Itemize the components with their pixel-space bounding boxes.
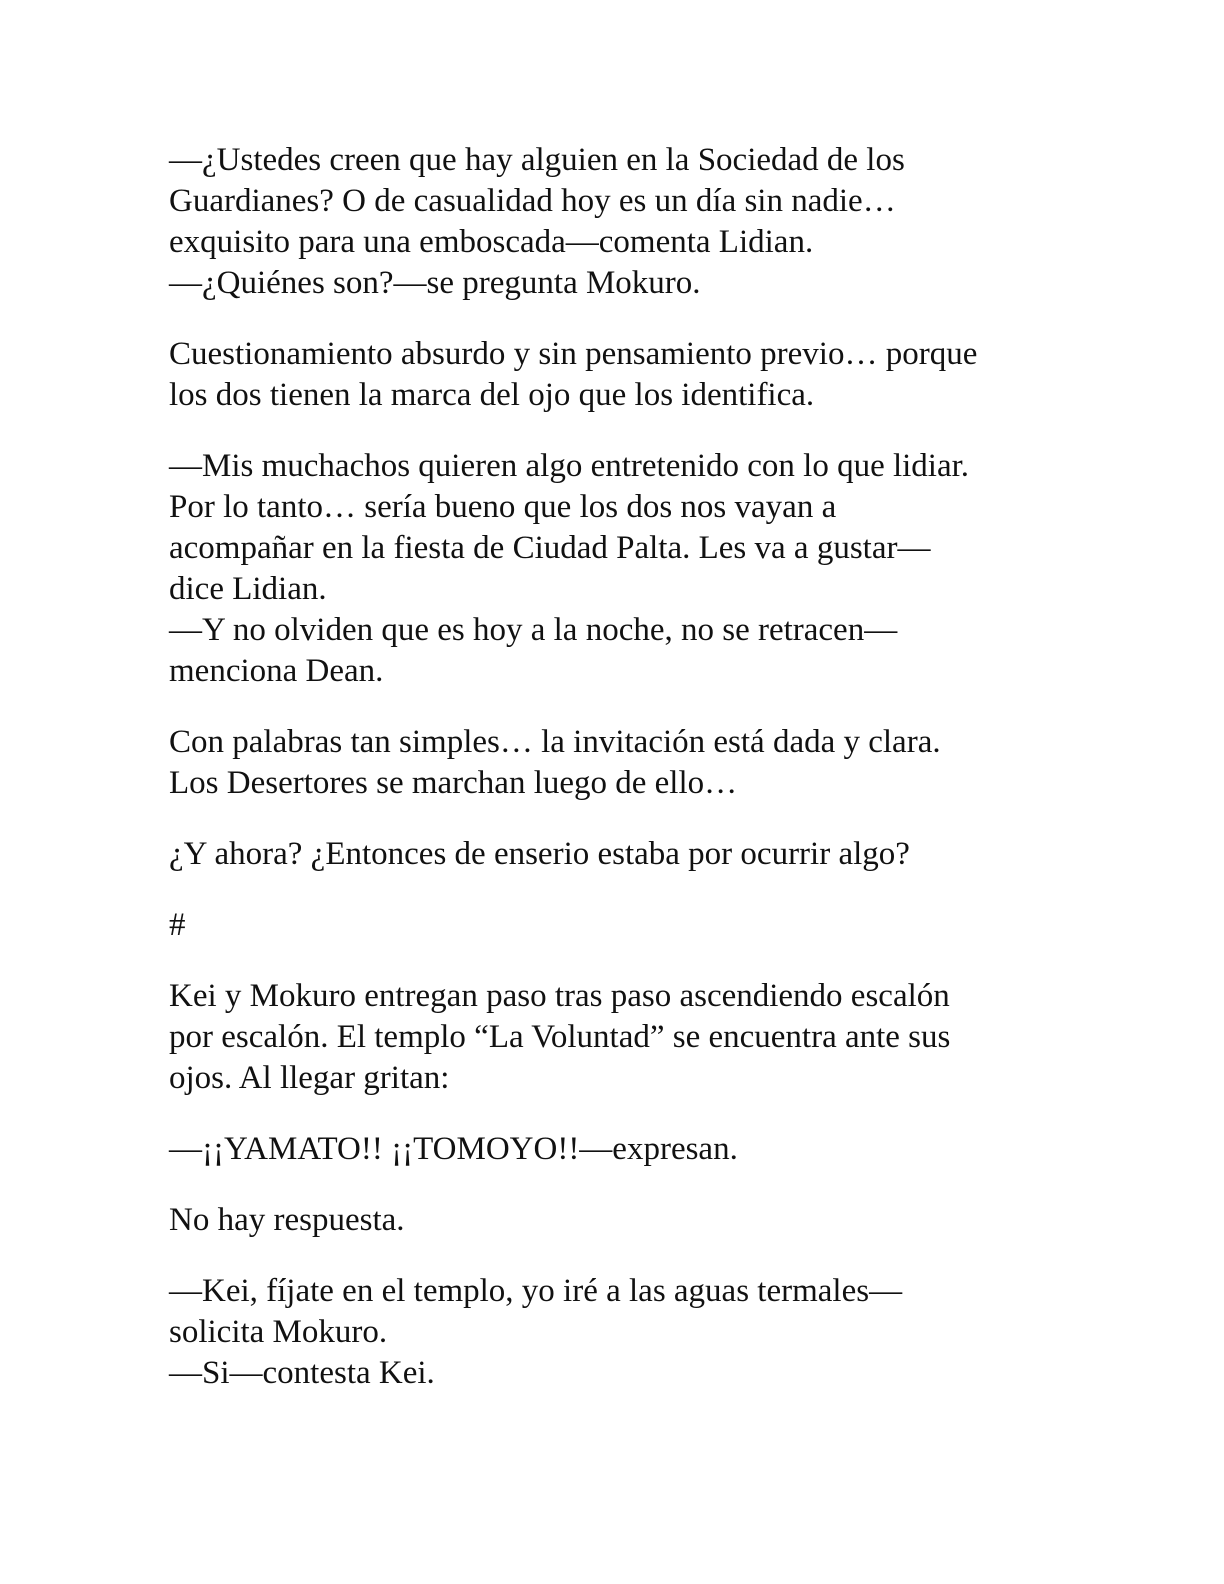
paragraph-no-respuesta bbox=[169, 1200, 1059, 1241]
text-line: —Kei, fíjate en el templo, yo iré a las aguas termales— bbox=[169, 1273, 903, 1309]
text-line: Guardianes? O de casualidad hoy es un día sin nadie… bbox=[169, 183, 896, 219]
text-line: No hay respuesta. bbox=[169, 1202, 405, 1238]
text-line: Kei y Mokuro entregan paso tras paso ascendiendo escalón bbox=[169, 978, 950, 1014]
paragraph-dialogue-kei bbox=[169, 1271, 1059, 1394]
text-line: dice Lidian. bbox=[169, 571, 327, 607]
scene-break bbox=[169, 905, 1059, 946]
text-line: —Mis muchachos quieren algo entretenido con lo que lidiar. bbox=[169, 448, 970, 484]
paragraph-cuestionamiento bbox=[169, 334, 1059, 416]
text-line: —¡¡YAMATO!! ¡¡TOMOYO!!—expresan. bbox=[169, 1131, 738, 1167]
paragraph-templo bbox=[169, 976, 1059, 1099]
text-line: acompañar en la fiesta de Ciudad Palta. Les va a gustar— bbox=[169, 530, 931, 566]
text-line: exquisito para una emboscada—comenta Lidian. bbox=[169, 224, 814, 260]
text-line: solicita Mokuro. bbox=[169, 1314, 388, 1350]
text-line: Cuestionamiento absurdo y sin pensamiento previo… porque bbox=[169, 336, 978, 372]
text-line: —Si—contesta Kei. bbox=[169, 1355, 435, 1391]
scene-break-marker: # bbox=[169, 907, 186, 943]
paragraph-y-ahora bbox=[169, 834, 1059, 875]
paragraph-dialogue-guardianes bbox=[169, 140, 1059, 304]
text-line: los dos tienen la marca del ojo que los identifica. bbox=[169, 377, 815, 413]
text-line: ¿Y ahora? ¿Entonces de enserio estaba por ocurrir algo? bbox=[169, 836, 910, 872]
text-line: Con palabras tan simples… la invitación está dada y clara. bbox=[169, 724, 941, 760]
text-line: —¿Ustedes creen que hay alguien en la Sociedad de los bbox=[169, 142, 905, 178]
text-line: ojos. Al llegar gritan: bbox=[169, 1060, 450, 1096]
document-page bbox=[169, 140, 1059, 1424]
paragraph-grito bbox=[169, 1129, 1059, 1170]
paragraph-dialogue-invitacion bbox=[169, 446, 1059, 692]
text-line: menciona Dean. bbox=[169, 653, 384, 689]
text-line: Por lo tanto… sería bueno que los dos nos vayan a bbox=[169, 489, 837, 525]
text-line: por escalón. El templo “La Voluntad” se encuentra ante sus bbox=[169, 1019, 951, 1055]
text-line: —¿Quiénes son?—se pregunta Mokuro. bbox=[169, 265, 701, 301]
paragraph-palabras-simples bbox=[169, 722, 1059, 804]
text-line: Los Desertores se marchan luego de ello… bbox=[169, 765, 738, 801]
text-line: —Y no olviden que es hoy a la noche, no se retracen— bbox=[169, 612, 898, 648]
